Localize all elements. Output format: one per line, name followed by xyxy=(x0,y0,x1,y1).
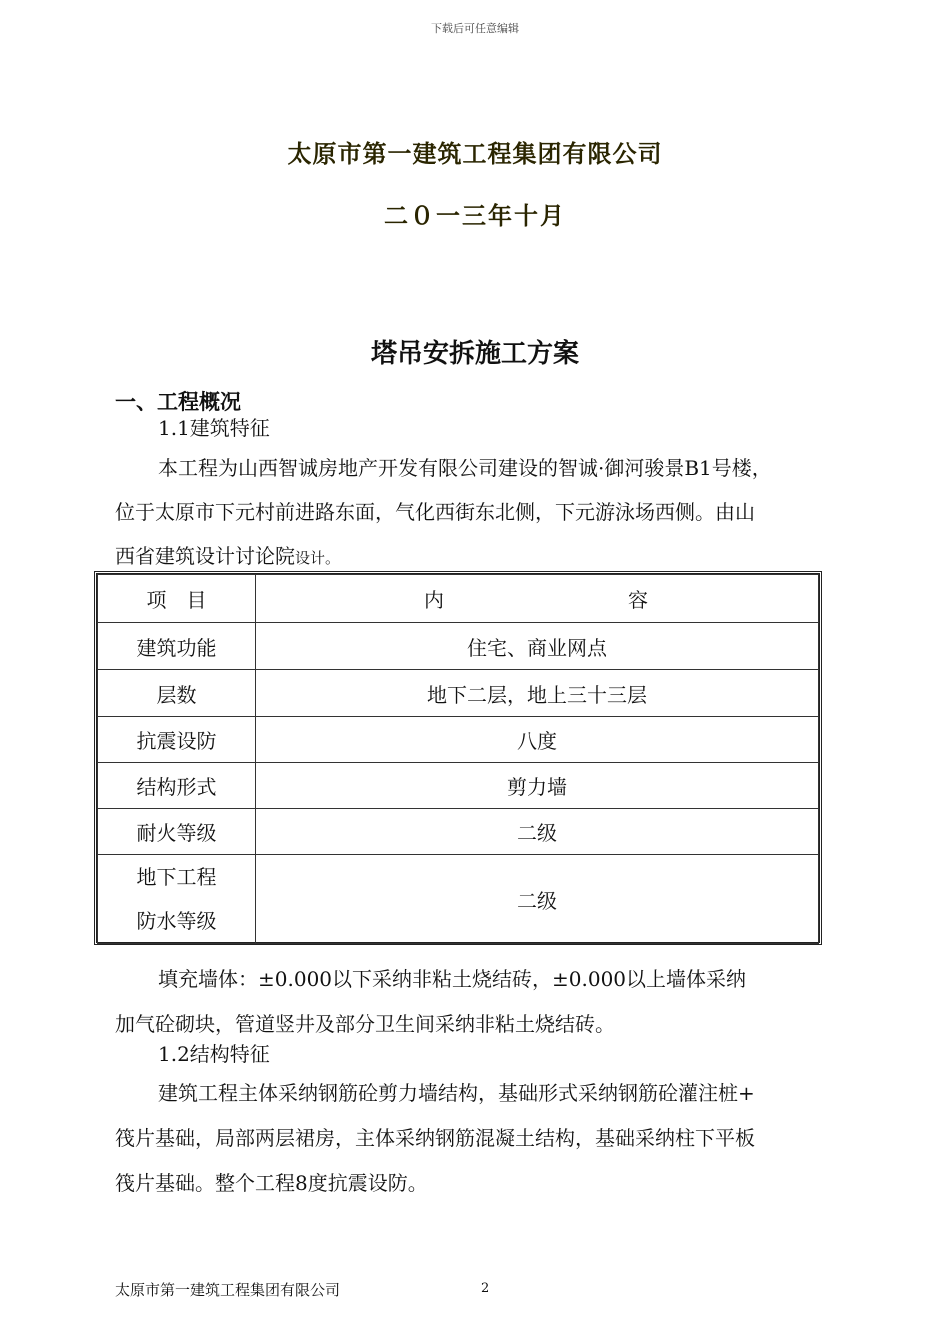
table-header-content xyxy=(256,575,819,623)
paragraph-line: 筏片基础。整个工程8度抗震设防。 xyxy=(115,1171,428,1195)
paragraph-tail: 设计。 xyxy=(295,549,341,567)
table-cell-item-line: 防水等级 xyxy=(136,909,217,933)
table-cell-content: 剪力墙 xyxy=(256,763,819,809)
table-row xyxy=(98,763,819,809)
table-cell-item: 结构形式 xyxy=(98,763,256,809)
table-cell-item-line: 地下工程 xyxy=(136,865,217,889)
document-date: 二０一三年十月 xyxy=(384,201,566,230)
footer-company: 太原市第一建筑工程集团有限公司 xyxy=(115,1281,341,1299)
table-header-content-left: 内 xyxy=(424,588,444,612)
subheading-building-features: 1.1建筑特征 xyxy=(158,416,270,440)
paragraph-line: 填充墙体：±0.000以下采纳非粘土烧结砖，±0.000以上墙体采纳 xyxy=(158,967,747,991)
table-row xyxy=(98,855,819,944)
table-cell-content: 地下二层，地上三十三层 xyxy=(256,670,819,717)
paragraph-line: 本工程为山西智诚房地产开发有限公司建设的智诚·御河骏景B1号楼， xyxy=(158,456,772,480)
table-cell-content: 二级 xyxy=(256,855,819,944)
table-cell-content: 住宅、商业网点 xyxy=(256,623,819,670)
paragraph-line: 加气砼砌块，管道竖井及部分卫生间采纳非粘土烧结砖。 xyxy=(115,1012,615,1036)
page-header-note: 下载后可任意编辑 xyxy=(431,22,519,35)
table-cell-content: 八度 xyxy=(256,717,819,763)
paragraph-line xyxy=(115,540,340,569)
table-row xyxy=(98,670,819,717)
table-header-content-right: 容 xyxy=(628,588,648,612)
table-cell-item: 建筑功能 xyxy=(98,623,256,670)
paragraph-line: 位于太原市下元村前进路东面，气化西街东北侧，下元游泳场西侧。由山 xyxy=(115,500,755,524)
table-cell-item: 耐火等级 xyxy=(98,809,256,855)
subheading-structure-features: 1.2结构特征 xyxy=(158,1042,270,1066)
table-header-row xyxy=(98,575,819,623)
document-title: 塔吊安拆施工方案 xyxy=(370,339,579,369)
section-heading-overview: 一、工程概况 xyxy=(115,390,241,414)
table-row xyxy=(98,623,819,670)
paragraph-line: 筏片基础，局部两层裙房，主体采纳钢筋混凝土结构，基础采纳柱下平板 xyxy=(115,1126,755,1150)
building-spec-table xyxy=(94,571,822,945)
company-title: 太原市第一建筑工程集团有限公司 xyxy=(287,139,663,168)
table-cell-item xyxy=(98,855,256,944)
paragraph-line: 建筑工程主体采纳钢筋砼剪力墙结构，基础形式采纳钢筋砼灌注桩+ xyxy=(158,1081,755,1105)
table-header-item: 项 目 xyxy=(98,575,256,623)
spec-table xyxy=(97,574,819,944)
paragraph-text: 西省建筑设计讨论院 xyxy=(115,544,295,568)
table-cell-item: 抗震设防 xyxy=(98,717,256,763)
page-number: 2 xyxy=(481,1281,490,1296)
table-row xyxy=(98,717,819,763)
table-cell-content: 二级 xyxy=(256,809,819,855)
table-row xyxy=(98,809,819,855)
table-cell-item: 层数 xyxy=(98,670,256,717)
